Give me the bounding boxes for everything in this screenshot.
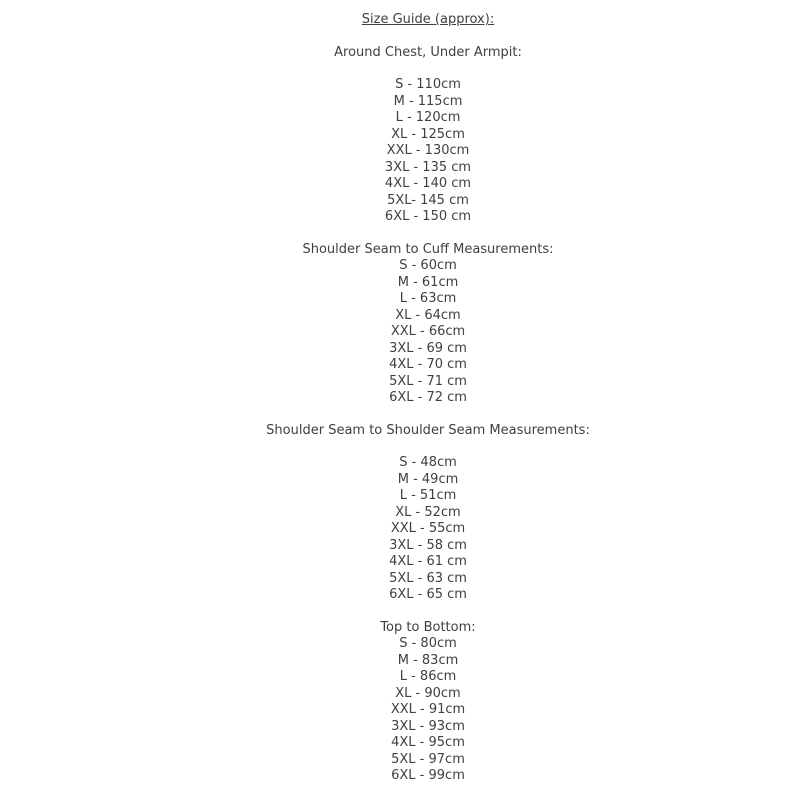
size-line-5xl: 5XL- 145 cm [387,192,469,208]
size-line-l: L - 120cm [395,110,461,125]
size-line-s: S - 60cm [399,258,457,273]
size-line-m: M - 61cm [397,274,459,290]
size-line-m: M - 115cm [393,93,463,109]
size-line-l: L - 86cm [399,669,457,684]
section-heading-top-to-bottom: Top to Bottom: [380,619,476,635]
size-line-s: S - 110cm [395,77,461,92]
size-line-l: L - 51cm [399,488,457,503]
section-shoulder-to-cuff [56,242,800,407]
section-heading-around-chest: Around Chest, Under Armpit: [334,44,522,60]
size-line-5xl: 5XL - 97cm [391,751,465,767]
section-list-shoulder-to-shoulder [56,455,800,604]
size-line-xxl: XXL - 91cm [390,702,466,717]
size-line-xxl: XXL - 66cm [390,324,466,339]
size-line-m: M - 83cm [397,652,459,668]
size-line-5xl: 5XL - 71 cm [389,373,467,389]
section-list-around-chest [56,77,800,226]
size-line-5xl: 5XL - 63 cm [389,570,467,586]
size-line-6xl: 6XL - 150 cm [384,209,472,224]
section-heading-shoulder-to-shoulder: Shoulder Seam to Shoulder Seam Measurements: [266,422,590,438]
size-line-6xl: 6XL - 65 cm [389,587,467,602]
page-title: Size Guide (approx): [361,12,495,27]
size-line-xl: XL - 64cm [395,307,461,323]
section-top-to-bottom [56,620,800,785]
size-line-xl: XL - 52cm [395,504,461,520]
size-line-s: S - 48cm [399,455,457,470]
size-line-3xl: 3XL - 58 cm [389,537,467,553]
size-line-s: S - 80cm [399,636,457,651]
size-line-3xl: 3XL - 93cm [391,718,465,734]
size-line-xxl: XXL - 130cm [386,143,470,158]
size-line-xxl: XXL - 55cm [390,521,466,536]
size-line-l: L - 63cm [399,291,457,306]
size-line-6xl: 6XL - 99cm [391,768,465,783]
size-line-4xl: 4XL - 95cm [391,735,465,750]
size-line-m: M - 49cm [397,471,459,487]
size-line-xl: XL - 90cm [395,685,461,701]
size-line-xl: XL - 125cm [391,126,465,142]
size-line-3xl: 3XL - 135 cm [384,159,472,175]
section-heading-shoulder-to-cuff: Shoulder Seam to Cuff Measurements: [302,241,554,257]
size-line-6xl: 6XL - 72 cm [389,390,467,405]
size-line-3xl: 3XL - 69 cm [389,340,467,356]
size-line-4xl: 4XL - 140 cm [384,176,472,191]
size-line-4xl: 4XL - 70 cm [389,357,467,372]
size-line-4xl: 4XL - 61 cm [389,554,467,569]
